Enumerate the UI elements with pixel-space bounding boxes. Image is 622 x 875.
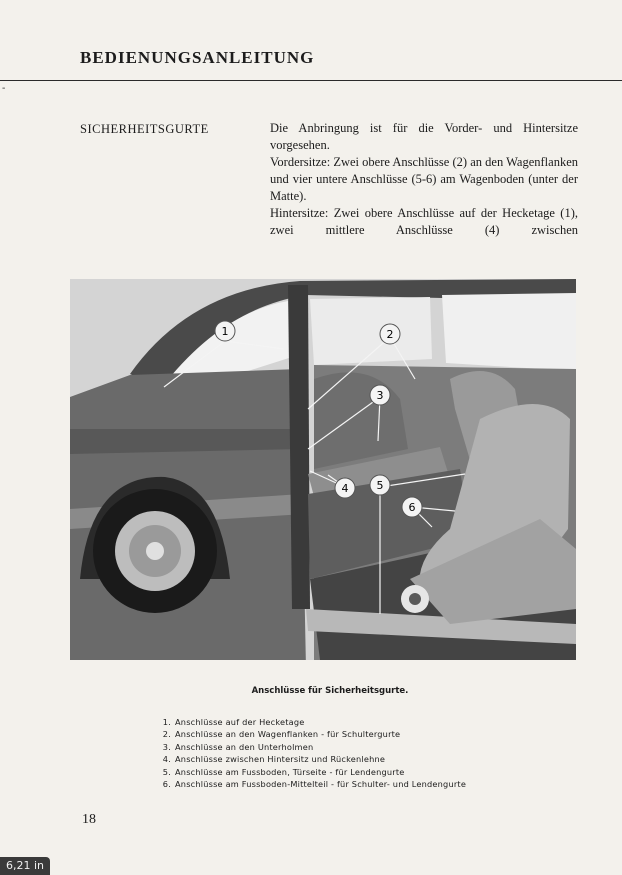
legend-text: Anschlüsse an den Unterholmen	[175, 741, 314, 752]
paragraph-intro: Die Anbringung ist für die Vorder- und Hintersitze vorgesehen.	[270, 121, 578, 152]
page-header-title: BEDIENUNGSANLEITUNG	[80, 48, 315, 67]
legend-item	[150, 753, 466, 765]
svg-text:3: 3	[376, 389, 384, 402]
legend-item	[150, 728, 466, 740]
header-rule	[0, 80, 622, 81]
svg-text:2: 2	[386, 328, 394, 341]
section-body	[270, 120, 578, 239]
legend-number: 4.	[162, 754, 171, 765]
legend-item	[150, 716, 466, 728]
legend-number: 3.	[162, 741, 171, 752]
paragraph-rear-seats: Hintersitze: Zwei obere Anschlüsse auf der Hecketage (1), zwei mittlere Anschlüsse (4) zwischen	[270, 206, 578, 237]
legend-number: 2.	[162, 729, 171, 740]
car-interior-illustration	[70, 279, 576, 660]
paragraph-front-seats: Vordersitze: Zwei obere Anschlüsse (2) an den Wagenflanken und vier untere Anschlüsse (5-6) am Wagenboden (unter der Matte).	[270, 155, 578, 203]
legend-number: 5.	[162, 766, 171, 777]
callout-4	[335, 478, 355, 498]
callout-1	[215, 321, 235, 341]
callout-5	[370, 475, 390, 495]
edge-mark: -	[2, 83, 6, 94]
svg-text:1: 1	[221, 325, 229, 338]
svg-text:6: 6	[408, 501, 416, 514]
callout-6	[402, 497, 422, 517]
figure-caption: Anschlüsse für Sicherheitsgurte.	[251, 686, 409, 696]
legend-text: Anschlüsse am Fussboden, Türseite - für Lendengurte	[175, 766, 405, 777]
legend-text: Anschlüsse am Fussboden-Mittelteil - für Schulter- und Lendengurte	[175, 779, 467, 790]
svg-text:4: 4	[341, 482, 349, 495]
legend-number: 1.	[162, 717, 171, 727]
callout-2	[380, 324, 400, 344]
callout-3	[370, 385, 390, 405]
section-title: SICHERHEITSGURTE	[80, 122, 209, 136]
legend-text: Anschlüsse an den Wagenflanken - für Schultergurte	[175, 729, 401, 740]
legend-number: 6.	[162, 779, 171, 790]
legend-text: Anschlüsse auf der Hecketage	[175, 717, 305, 727]
legend-item	[150, 741, 466, 753]
legend-item	[150, 778, 466, 790]
legend-item	[150, 766, 466, 778]
legend-list	[150, 716, 466, 790]
svg-text:5: 5	[376, 479, 384, 492]
car-interior-photo	[70, 279, 576, 660]
page-number: 18	[82, 812, 96, 827]
legend-text: Anschlüsse zwischen Hintersitz und Rückenlehne	[175, 754, 386, 765]
dimension-badge: 6,21 in	[0, 857, 50, 875]
